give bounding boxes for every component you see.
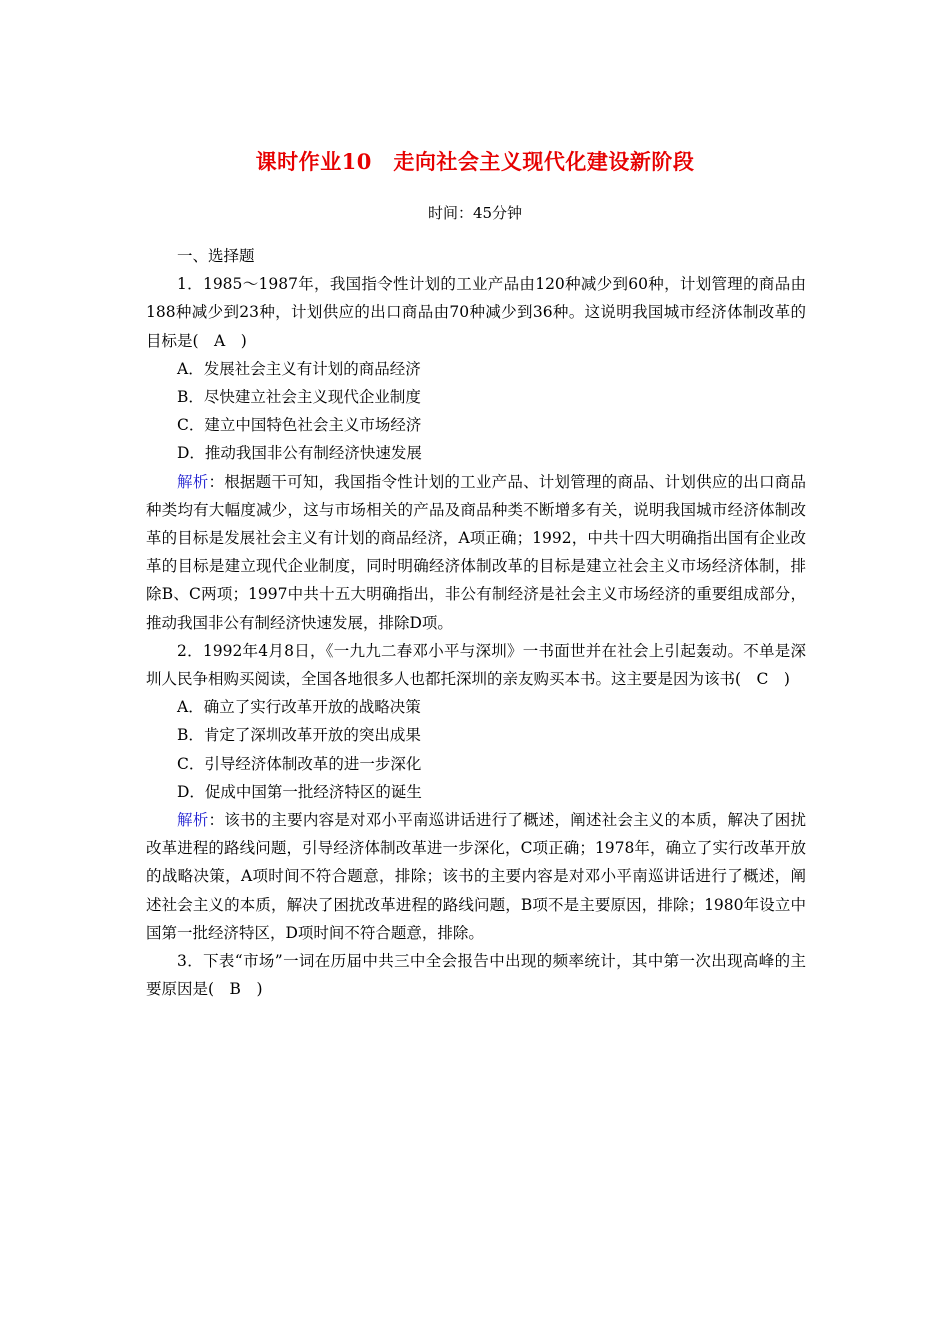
question-2-option-b: B．肯定了深圳改革开放的突出成果 <box>177 726 421 745</box>
question-2-option-a: A．确立了实行改革开放的战略决策 <box>177 698 421 717</box>
question-2-analysis <box>146 806 806 947</box>
question-1-option-b: B．尽快建立社会主义现代企业制度 <box>177 388 421 407</box>
document-title: 课时作业10 走向社会主义现代化建设新阶段 <box>255 149 695 174</box>
analysis-text: ：根据题干可知，我国指令性计划的工业产品、计划管理的商品、计划供应的出口商品种类均有大幅度减少，这与市场相关的产品及商品种类不断增多有关，说明我国城市经济体制改革的目标是发展社会主义有计划的商品经济，A项正确；1992，中共十四大明确指出国有企业改革的目标是建立现代企业制度，同时明确经济体制改革的目标是建立社会主义市场经济体制，排除B、C两项；1997中共十五大明确指出，非公有制经济是社会主义市场经济的重要组成部分，推动我国非公有制经济快速发展，排除D项。 <box>146 472 806 632</box>
analysis-label: 解析 <box>177 472 209 491</box>
question-3-stem: 3．下表“市场”一词在历届中共三中全会报告中出现的频率统计，其中第一次出现高峰的主要原因是( B ) <box>146 952 806 999</box>
section-heading: 一、选择题 <box>177 247 255 265</box>
analysis-text: ：该书的主要内容是对邓小平南巡讲话进行了概述，阐述社会主义的本质，解决了困扰改革进程的路线问题，引导经济体制改革进一步深化，C项正确；1978年，确立了实行改革开放的战略决策，A项时间不符合题意，排除；该书的主要内容是对邓小平南巡讲话进行了概述，阐述社会主义的本质，解决了困扰改革进程的路线问题，B项不是主要原因，排除；1980年设立中国第一批经济特区，D项时间不符合题意，排除。 <box>146 811 806 942</box>
question-1-option-a: A．发展社会主义有计划的商品经济 <box>177 359 421 378</box>
question-2-option-d: D．促成中国第一批经济特区的诞生 <box>177 782 422 801</box>
time-limit: 时间：45分钟 <box>427 204 523 222</box>
question-2-option-c: C．引导经济体制改革的进一步深化 <box>177 754 422 773</box>
question-1-option-c: C．建立中国特色社会主义市场经济 <box>177 416 422 435</box>
question-1-analysis <box>146 468 806 637</box>
analysis-label: 解析 <box>177 811 209 830</box>
question-2-stem: 2．1992年4月8日，《一九九二春邓小平与深圳》一书面世并在社会上引起轰动。不单是深圳人民争相购买阅读，全国各地很多人也都托深圳的亲友购买本书。这主要是因为该书( C ) <box>146 641 806 689</box>
document-body <box>146 242 806 1003</box>
question-1-option-d: D．推动我国非公有制经济快速发展 <box>177 444 422 463</box>
question-1-stem: 1．1985～1987年，我国指令性计划的工业产品由120种减少到60种，计划管理的商品由188种减少到23种，计划供应的出口商品由70种减少到36种。这说明我国城市经济体制改革的目标是( A ) <box>146 275 806 350</box>
